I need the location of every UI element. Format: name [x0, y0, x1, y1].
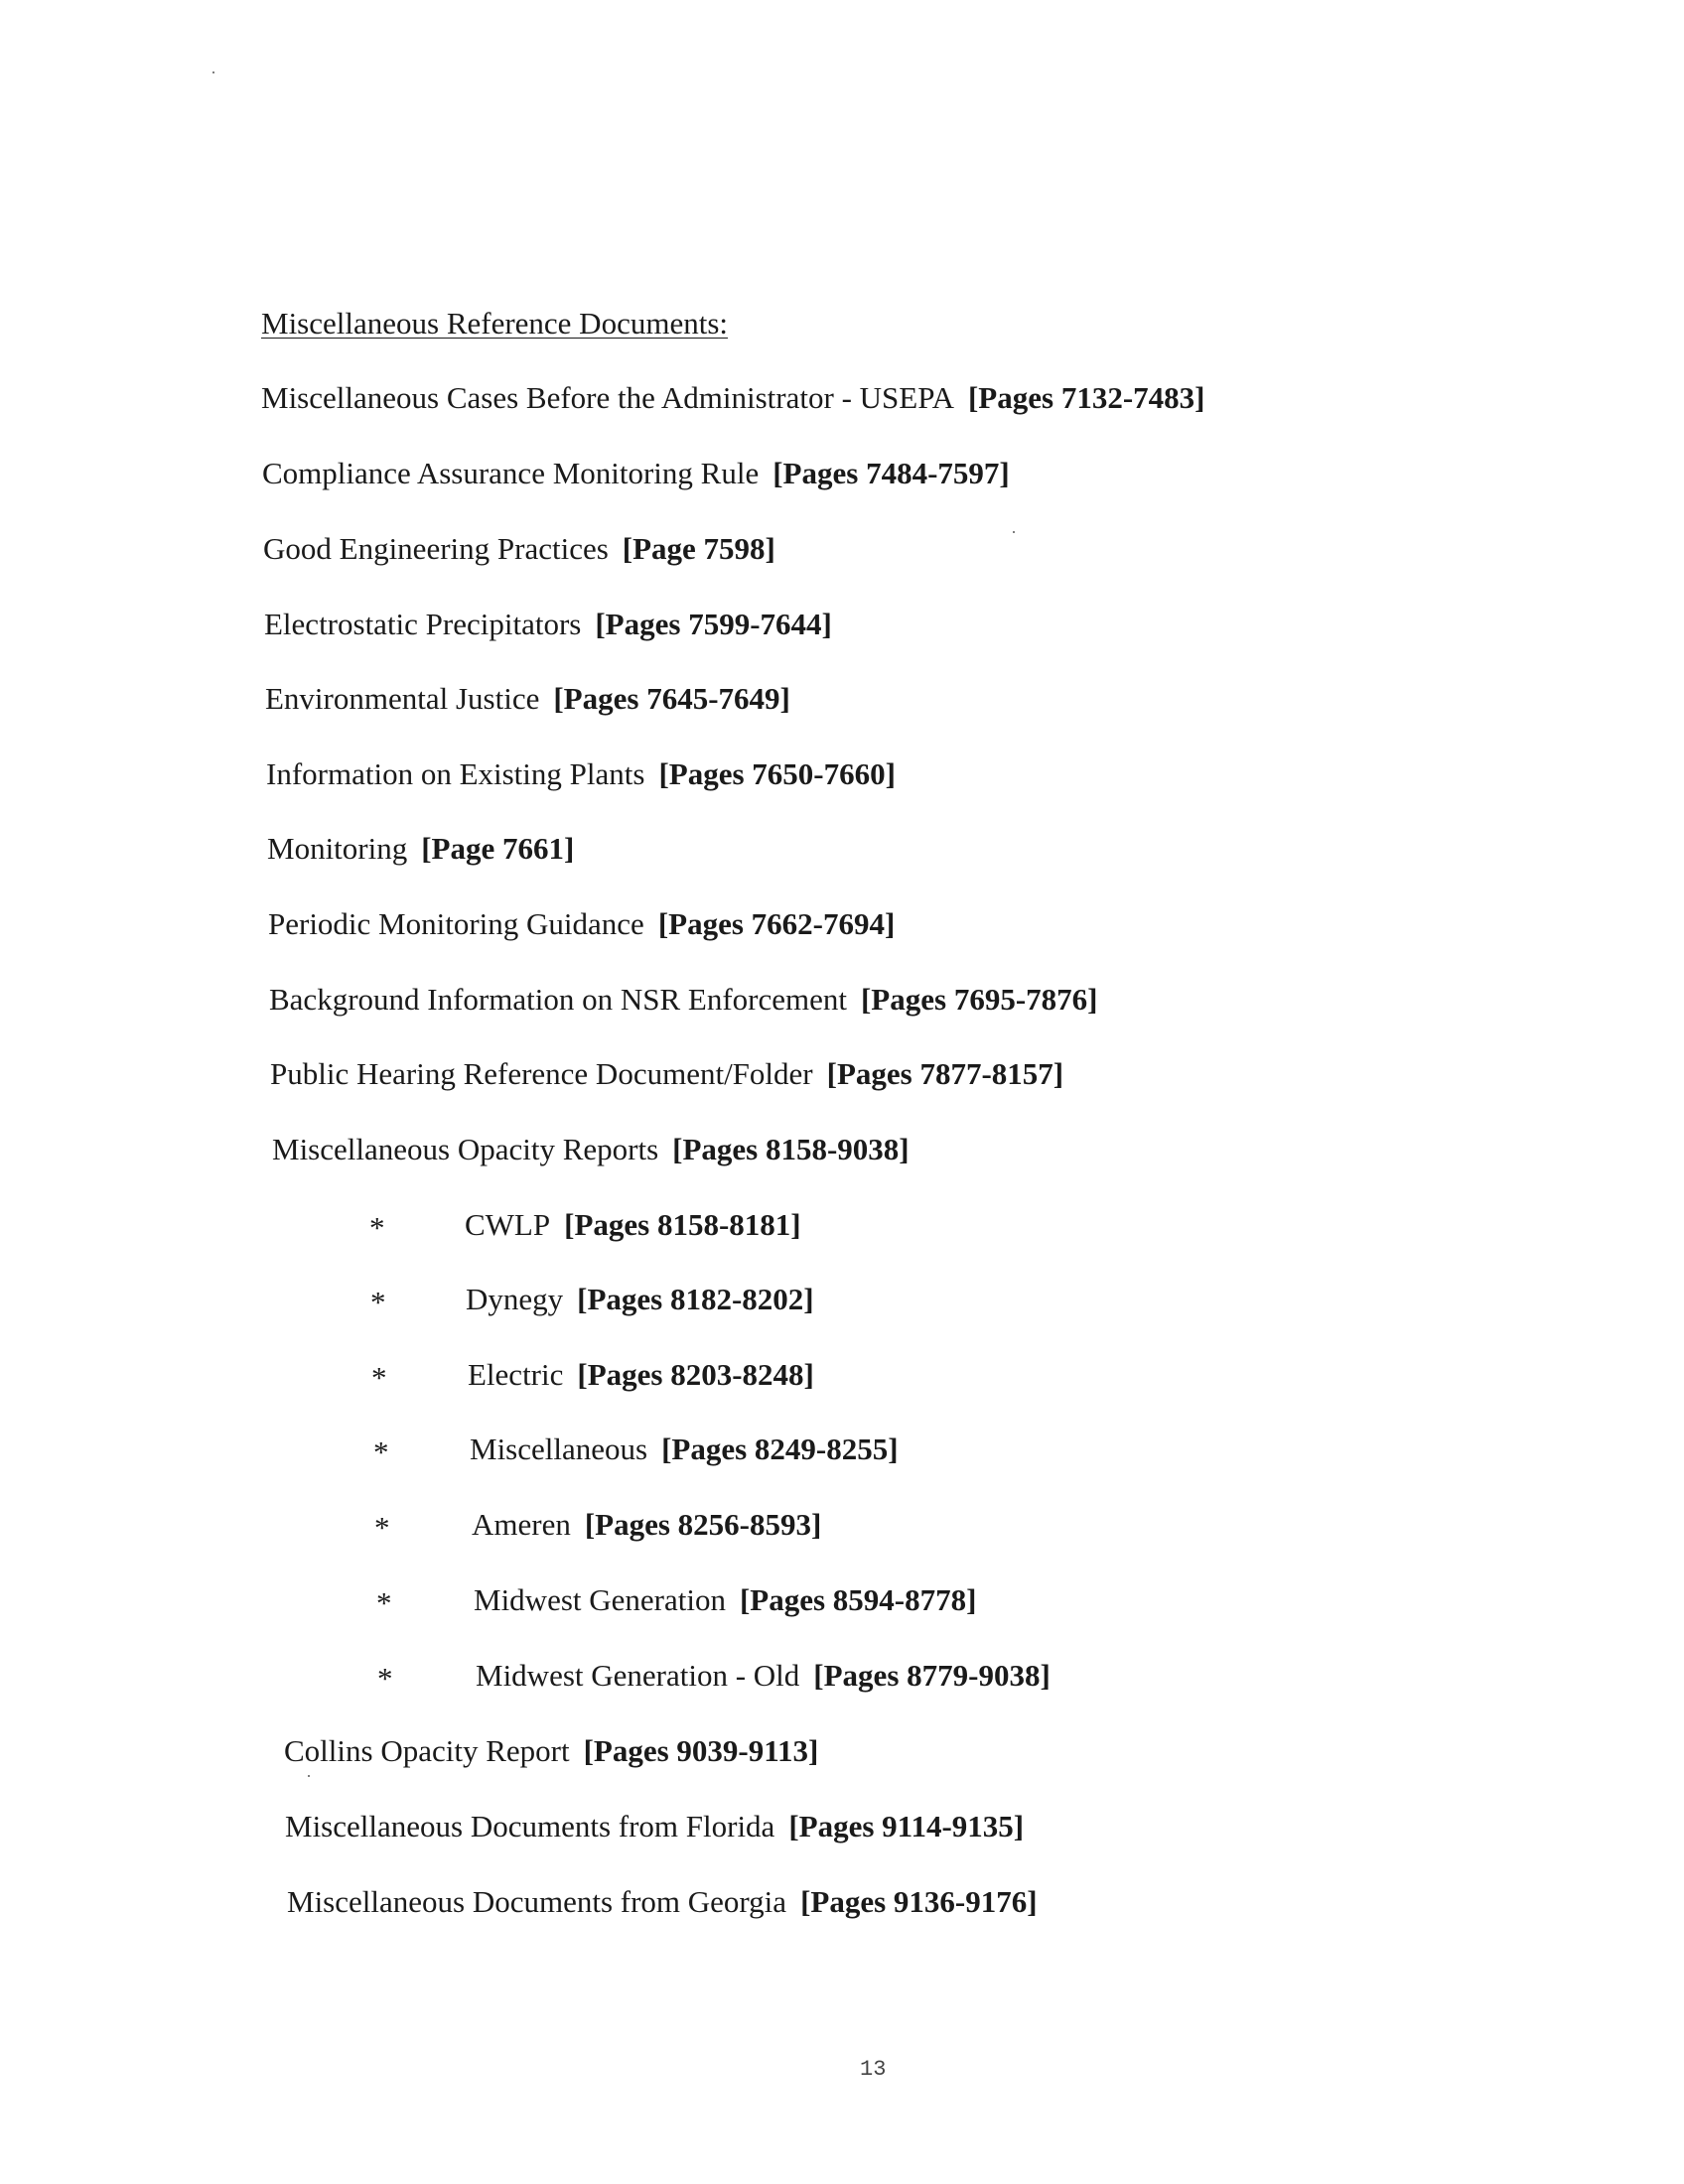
- entry-pages: [Pages 8203-8248]: [577, 1357, 814, 1392]
- entry-pages: [Pages 9114-9135]: [788, 1809, 1025, 1843]
- section-heading: Miscellaneous Reference Documents:: [261, 306, 728, 341]
- entry-label: Miscellaneous: [470, 1432, 648, 1466]
- entry-pages: [Pages 8158-8181]: [564, 1207, 801, 1242]
- entry-pages: [Pages 8256-8593]: [584, 1507, 822, 1542]
- entry-pages: [Pages 8158-9038]: [672, 1132, 910, 1166]
- sub-list-item: [468, 1359, 814, 1390]
- entry-label: Periodic Monitoring Guidance: [268, 906, 644, 941]
- entry-label: Midwest Generation: [474, 1582, 726, 1617]
- list-item: [266, 758, 896, 789]
- entry-pages: [Pages 8182-8202]: [577, 1282, 814, 1316]
- entry-label: Miscellaneous Opacity Reports: [272, 1132, 659, 1166]
- sub-list-item: [474, 1584, 976, 1615]
- entry-label: Good Engineering Practices: [263, 531, 609, 566]
- entry-pages: [Pages 9039-9113]: [583, 1733, 819, 1768]
- list-item: [269, 984, 1097, 1015]
- sub-list-item: [472, 1509, 821, 1540]
- scan-speck: [308, 1775, 310, 1777]
- entry-pages: [Pages 7662-7694]: [657, 906, 896, 941]
- bullet-marker: *: [370, 1285, 386, 1319]
- entry-pages: [Pages 7132-7483]: [967, 380, 1205, 415]
- bullet-marker: *: [369, 1210, 385, 1245]
- entry-label: Collins Opacity Report: [284, 1733, 570, 1768]
- entry-label: Compliance Assurance Monitoring Rule: [262, 456, 760, 490]
- entry-label: Electric: [468, 1357, 564, 1392]
- entry-label: Miscellaneous Documents from Georgia: [287, 1884, 787, 1919]
- sub-list-item: [466, 1284, 814, 1314]
- list-item: [265, 683, 790, 714]
- list-item: [272, 1134, 910, 1164]
- entry-label: Midwest Generation - Old: [476, 1658, 800, 1693]
- list-item: [263, 533, 775, 564]
- entry-label: Ameren: [472, 1507, 571, 1542]
- entry-pages: [Pages 7645-7649]: [553, 681, 790, 716]
- list-item: [264, 609, 832, 639]
- sub-list-item: [465, 1209, 801, 1240]
- list-item: [284, 1735, 818, 1766]
- list-item: [261, 382, 1204, 413]
- scan-speck: [1013, 531, 1015, 533]
- list-item: [285, 1811, 1024, 1842]
- entry-label: Monitoring: [267, 831, 408, 866]
- entry-pages: [Pages 8594-8778]: [739, 1582, 977, 1617]
- entry-pages: [Pages 7877-8157]: [826, 1056, 1064, 1091]
- entry-pages: [Pages 7650-7660]: [658, 756, 896, 791]
- entry-pages: [Pages 8249-8255]: [661, 1432, 899, 1466]
- entry-pages: [Pages 7484-7597]: [772, 456, 1010, 490]
- bullet-marker: *: [374, 1510, 390, 1545]
- page-number: 13: [860, 2057, 887, 2082]
- entry-pages: [Pages 9136-9176]: [800, 1884, 1038, 1919]
- sub-list-item: [476, 1660, 1051, 1691]
- bullet-marker: *: [371, 1360, 387, 1395]
- entry-label: CWLP: [465, 1207, 551, 1242]
- entry-pages: [Pages 7695-7876]: [860, 982, 1098, 1017]
- entry-label: Environmental Justice: [265, 681, 540, 716]
- bullet-marker: *: [376, 1585, 392, 1620]
- sub-list-item: [470, 1433, 899, 1464]
- entry-pages: [Pages 8779-9038]: [813, 1658, 1051, 1693]
- entry-label: Miscellaneous Cases Before the Administrator - USEPA: [261, 380, 954, 415]
- list-item: [262, 458, 1010, 488]
- entry-label: Background Information on NSR Enforcement: [269, 982, 847, 1017]
- scan-speck: [212, 71, 214, 73]
- entry-label: Miscellaneous Documents from Florida: [285, 1809, 775, 1843]
- bullet-marker: *: [377, 1661, 393, 1696]
- list-item: [270, 1058, 1063, 1089]
- entry-label: Public Hearing Reference Document/Folder: [270, 1056, 813, 1091]
- entry-pages: [Pages 7599-7644]: [595, 607, 832, 641]
- list-item: [268, 908, 895, 939]
- list-item: [287, 1886, 1038, 1917]
- entry-label: Information on Existing Plants: [266, 756, 645, 791]
- bullet-marker: *: [373, 1434, 389, 1469]
- list-item: [267, 833, 574, 864]
- entry-pages: [Page 7598]: [622, 531, 775, 566]
- entry-label: Electrostatic Precipitators: [264, 607, 582, 641]
- entry-label: Dynegy: [466, 1282, 564, 1316]
- entry-pages: [Page 7661]: [421, 831, 575, 866]
